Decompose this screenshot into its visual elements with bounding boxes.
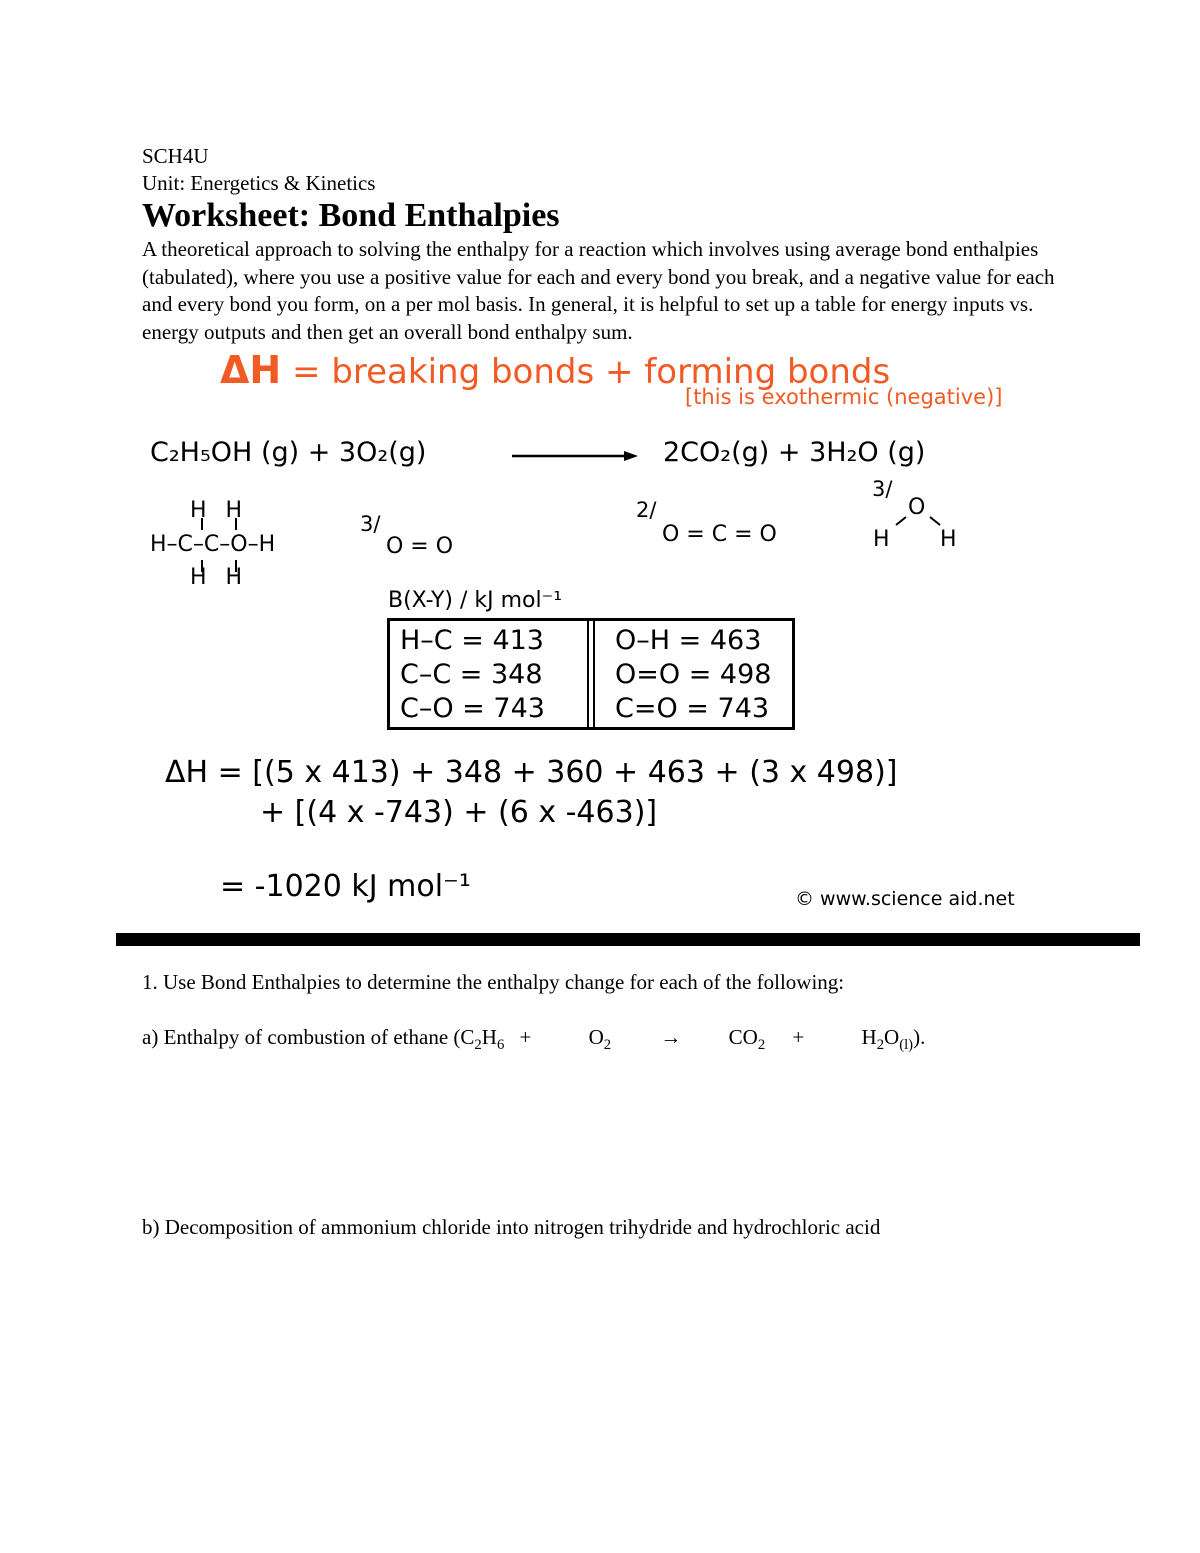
- intro-text: A theoretical approach to solving the enthalpy for a reaction which involves using average bond enthalpies (tabulated), where you use a positive value for each and every bond you break, and a negative value for each and every bond you form, on a per mol basis. In general, it is helpful to set up a table for energy inputs vs. energy outputs and then get an overall bond enthalpy sum.: [142, 237, 1055, 344]
- question-1-prompt: 1. Use Bond Enthalpies to determine the enthalpy change for each of the following:: [142, 970, 845, 994]
- sub-2: 2: [757, 1037, 766, 1054]
- sub-2: 2: [603, 1037, 612, 1054]
- worksheet-title: Worksheet: Bond Enthalpies: [142, 197, 560, 234]
- intro-paragraph: [142, 236, 1062, 346]
- co2-formula: CO: [728, 1025, 758, 1049]
- bond-enthalpy-table: [387, 618, 795, 730]
- ethanol-bottom-h: H H: [190, 565, 249, 590]
- sub-2: 2: [876, 1037, 885, 1054]
- bond-value: O–H = 463: [615, 625, 762, 656]
- ethanol-vertical-bonds: [196, 518, 246, 578]
- question-b: b) Decomposition of ammonium chloride into nitrogen trihydride and hydrochloric acid: [142, 1215, 881, 1239]
- water-coefficient: 3/: [872, 477, 893, 501]
- reaction-products: 2CO₂(g) + 3H₂O (g): [663, 437, 926, 468]
- bond-value: C=O = 743: [615, 693, 770, 724]
- reaction-arrow: [512, 448, 640, 464]
- calc-line-1: ΔH = [(5 x 413) + 348 + 360 + 463 + (3 x 498)]: [165, 755, 898, 790]
- ethanol-main-chain: H–C–C–O–H: [150, 532, 276, 557]
- bond-table-label: B(X-Y) / kJ mol⁻¹: [388, 588, 563, 613]
- water-o: O: [884, 1025, 900, 1049]
- sub-2: 2: [474, 1037, 482, 1054]
- table-divider: [587, 621, 595, 727]
- water-hydrogen-right: H: [940, 527, 957, 552]
- ethane-h: H: [481, 1025, 497, 1049]
- state-liquid: (l): [899, 1037, 914, 1054]
- reaction-reactants: C₂H₅OH (g) + 3O₂(g): [150, 437, 427, 468]
- bond-value: C–C = 348: [400, 659, 543, 690]
- bond-value: C–O = 743: [400, 693, 545, 724]
- sub-6: 6: [496, 1037, 505, 1054]
- exothermic-note: [this is exothermic (negative)]: [685, 385, 1003, 409]
- co2-coefficient: 2/: [636, 498, 657, 522]
- oxygen-coefficient: 3/: [360, 512, 381, 536]
- section-divider: [116, 933, 1140, 946]
- delta-h-text: = breaking bonds + forming bonds: [292, 352, 891, 392]
- water-hydrogen-left: H: [873, 527, 890, 552]
- water-h: H: [861, 1025, 877, 1049]
- oxygen-structure: O = O: [386, 534, 454, 559]
- ethanol-top-h: H H: [190, 498, 249, 523]
- plus-sign: +: [519, 1025, 532, 1049]
- unit-title: Unit: Energetics & Kinetics: [142, 171, 376, 195]
- source-credit: © www.science aid.net: [795, 888, 1015, 910]
- question-a: [142, 1025, 925, 1054]
- bond-enthalpy-figure: [140, 345, 1060, 915]
- calc-line-2: + [(4 x -743) + (6 x -463)]: [260, 795, 658, 830]
- bond-value: H–C = 413: [400, 625, 544, 656]
- plus-sign: +: [792, 1025, 805, 1049]
- delta-h-symbol: ΔH: [220, 348, 282, 392]
- course-code: SCH4U: [142, 144, 209, 168]
- oxygen-formula: O: [588, 1025, 604, 1049]
- calc-result: = -1020 kJ mol⁻¹: [220, 869, 471, 904]
- question-a-prefix: a) Enthalpy of combustion of ethane (C: [142, 1025, 475, 1049]
- water-bonds: [888, 505, 948, 535]
- co2-structure: O = C = O: [662, 522, 777, 547]
- question-a-end: ).: [913, 1025, 926, 1049]
- water-oxygen: O: [908, 495, 926, 520]
- reaction-arrow-text: →: [660, 1025, 682, 1049]
- bond-value: O=O = 498: [615, 659, 772, 690]
